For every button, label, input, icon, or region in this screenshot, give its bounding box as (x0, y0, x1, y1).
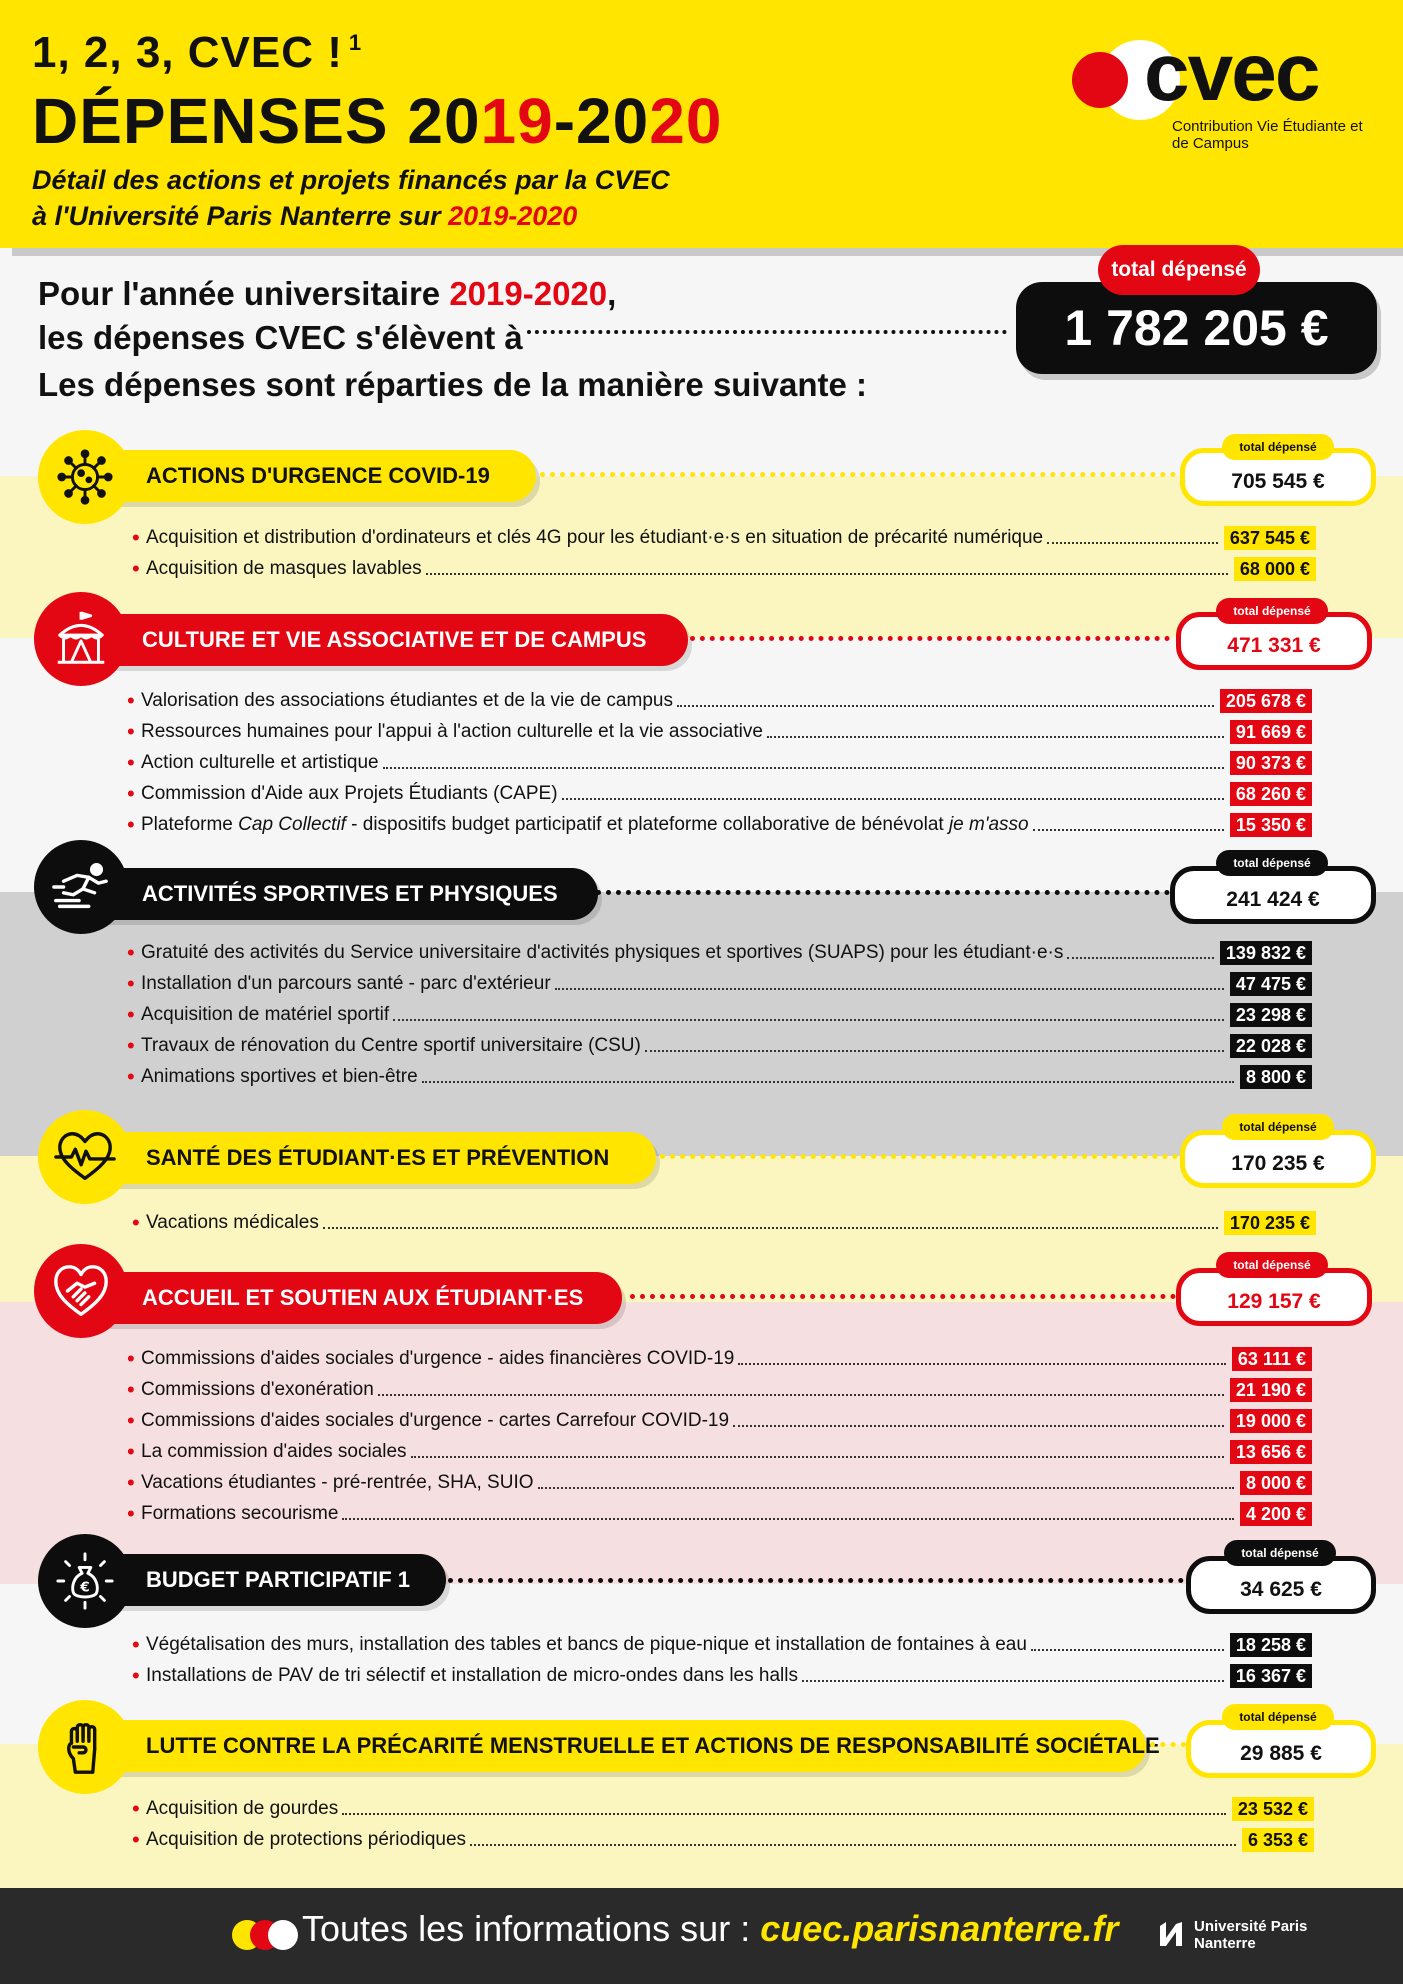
list-item: • Acquisition de protections périodiques 6 353 € (132, 1824, 1314, 1855)
section-items (132, 1207, 1316, 1238)
page-subtitle: 1, 2, 3, CVEC ! $^1$ (32, 28, 363, 77)
item-amount: 13 656 € (1230, 1440, 1312, 1464)
list-item: • Vacations médicales 170 235 € (132, 1207, 1316, 1238)
logo-tagline: Contribution Vie Étudiante et de Campus (1172, 118, 1363, 152)
item-amount: 91 669 € (1230, 720, 1312, 744)
item-amount: 47 475 € (1230, 972, 1312, 996)
item-amount: 637 545 € (1224, 526, 1316, 550)
section-title: LUTTE CONTRE LA PRÉCARITÉ MENSTRUELLE ET ACTIONS DE RESPONSABILITÉ SOCIÉTALE (60, 1720, 1146, 1772)
item-amount: 68 000 € (1234, 557, 1316, 581)
item-amount: 22 028 € (1230, 1034, 1312, 1058)
heart-handshake-icon (34, 1244, 128, 1338)
section-items (127, 685, 1312, 840)
virus-icon (38, 430, 132, 524)
header (0, 0, 1403, 248)
list-item: • Commission d'Aide aux Projets Étudiants (CAPE) 68 260 € (127, 778, 1312, 809)
section-title: ACTIVITÉS SPORTIVES ET PHYSIQUES (56, 868, 598, 920)
section-total: 129 157 € (1176, 1268, 1372, 1326)
footer-text: Toutes les informations sur : cuec.parisnanterre.fr (302, 1908, 1119, 1949)
section-items (132, 522, 1316, 584)
section-total-label: total dépensé (1222, 1704, 1334, 1730)
list-item: • Travaux de rénovation du Centre sportif universitaire (CSU) 22 028 € (127, 1030, 1312, 1061)
list-item: • Commissions d'exonération 21 190 € (127, 1374, 1312, 1405)
item-amount: 4 200 € (1240, 1502, 1312, 1526)
section-title: ACCUEIL ET SOUTIEN AUX ÉTUDIANT·ES (56, 1272, 622, 1324)
cvec-logo: cvec Contribution Vie Étudiante et de Campus (1068, 40, 1368, 160)
runner-icon (34, 840, 128, 934)
section-items (132, 1793, 1314, 1855)
section-total: 471 331 € (1176, 612, 1372, 670)
section-leader (448, 1578, 1184, 1583)
section-leader (596, 890, 1170, 895)
section-total-label: total dépensé (1216, 1252, 1328, 1278)
section-leader (540, 472, 1176, 477)
list-item: • Action culturelle et artistique 90 373 € (127, 747, 1312, 778)
list-item: • Formations secourisme 4 200 € (127, 1498, 1312, 1529)
section-title: SANTÉ DES ÉTUDIANT·ES ET PRÉVENTION (60, 1132, 656, 1184)
grand-total-label: total dépensé (1098, 245, 1260, 295)
section-total: 170 235 € (1180, 1130, 1376, 1188)
circus-tent-icon (34, 592, 128, 686)
list-item: • Ressources humaines pour l'appui à l'action culturelle et la vie associative 91 669 € (127, 716, 1312, 747)
item-amount: 16 367 € (1230, 1664, 1312, 1688)
section-total: 29 885 € (1186, 1720, 1376, 1778)
svg-text:€: € (80, 1579, 90, 1596)
footer (0, 1888, 1403, 1984)
section-total: 705 545 € (1180, 448, 1376, 506)
footer-link[interactable]: cuec.parisnanterre.fr (760, 1908, 1119, 1949)
intro-leader (527, 330, 1007, 334)
raised-fist-icon (38, 1700, 132, 1794)
list-item: • Installation d'un parcours santé - parc d'extérieur 47 475 € (127, 968, 1312, 999)
section-total-label: total dépensé (1216, 598, 1328, 624)
section-title: CULTURE ET VIE ASSOCIATIVE ET DE CAMPUS (56, 614, 688, 666)
list-item: • Acquisition de matériel sportif 23 298 € (127, 999, 1312, 1030)
item-amount: 8 000 € (1240, 1471, 1312, 1495)
section-total: 241 424 € (1170, 866, 1376, 924)
section-total-label: total dépensé (1222, 1114, 1334, 1140)
heartbeat-icon (38, 1110, 132, 1204)
money-bag-icon (38, 1534, 132, 1628)
list-item: • Commissions d'aides sociales d'urgence - aides financières COVID-19 63 111 € (127, 1343, 1312, 1374)
section-leader (1150, 1742, 1186, 1747)
list-item: • Valorisation des associations étudiantes et de la vie de campus 205 678 € (127, 685, 1312, 716)
list-item: • Vacations étudiantes - pré-rentrée, SHA, SUIO 8 000 € (127, 1467, 1312, 1498)
section-leader (630, 1294, 1176, 1299)
list-item: • La commission d'aides sociales 13 656 € (127, 1436, 1312, 1467)
section-leader (690, 636, 1170, 641)
item-amount: 23 532 € (1232, 1797, 1314, 1821)
item-amount: 8 800 € (1240, 1065, 1312, 1089)
item-amount: 19 000 € (1230, 1409, 1312, 1433)
intro-text: Pour l'année universitaire 2019-2020, les dépenses CVEC s'élèvent à (38, 275, 617, 356)
section-total-label: total dépensé (1216, 850, 1328, 876)
item-amount: 139 832 € (1220, 941, 1312, 965)
section-items (127, 937, 1312, 1092)
list-item: • Installations de PAV de tri sélectif et installation de micro-ondes dans les halls 16 367 € (132, 1660, 1312, 1691)
list-item: • Animations sportives et bien-être 8 800 € (127, 1061, 1312, 1092)
section-title: BUDGET PARTICIPATIF 1 (60, 1554, 446, 1606)
section-total: 34 625 € (1186, 1556, 1376, 1614)
list-item: • Commissions d'aides sociales d'urgence - cartes Carrefour COVID-19 19 000 € (127, 1405, 1312, 1436)
item-amount: 21 190 € (1230, 1378, 1312, 1402)
list-item: • Végétalisation des murs, installation des tables et bancs de pique-nique et installation de fontaines à eau 18 258 € (132, 1629, 1312, 1660)
item-amount: 23 298 € (1230, 1003, 1312, 1027)
university-mark-icon (1158, 1920, 1184, 1948)
list-item: • Gratuité des activités du Service universitaire d'activités physiques et sportives (SUAPS) pour les étudiant·e·s 139 832 € (127, 937, 1312, 968)
item-amount: 170 235 € (1224, 1211, 1316, 1235)
grand-total-value: 1 782 205 € (1016, 282, 1377, 374)
section-leader (660, 1154, 1178, 1159)
list-item: • Acquisition de masques lavables 68 000 € (132, 553, 1316, 584)
item-amount: 68 260 € (1230, 782, 1312, 806)
footnote-marker: 1 (348, 30, 363, 55)
item-amount: 63 111 € (1232, 1347, 1312, 1371)
section-total-label: total dépensé (1222, 434, 1334, 460)
item-amount: 18 258 € (1230, 1633, 1312, 1657)
section-total-label: total dépensé (1224, 1540, 1336, 1566)
section-items (132, 1629, 1312, 1691)
cvec-dots-icon (232, 1920, 304, 1950)
split-text: Les dépenses sont réparties de la manière suivante : (38, 366, 867, 403)
item-amount: 205 678 € (1220, 689, 1312, 713)
page-description: Détail des actions et projets financés par la CVEC à l'Université Paris Nanterre sur 2019-2020 (32, 165, 670, 231)
list-item: • Acquisition de gourdes 23 532 € (132, 1793, 1314, 1824)
list-item: • Plateforme Cap Collectif - dispositifs budget participatif et plateforme collaborative de bénévolat je m'asso 15 350 € (127, 809, 1312, 840)
section-title: ACTIONS D'URGENCE COVID-19 (60, 450, 536, 502)
list-item: • Acquisition et distribution d'ordinateurs et clés 4G pour les étudiant·e·s en situation de précarité numérique 637 545 € (132, 522, 1316, 553)
university-logo: Université Paris Nanterre (1158, 1916, 1318, 1960)
item-amount: 15 350 € (1230, 813, 1312, 837)
section-items (127, 1343, 1312, 1529)
item-amount: 90 373 € (1230, 751, 1312, 775)
item-amount: 6 353 € (1242, 1828, 1314, 1852)
page-title: DÉPENSES 2019-2020 (32, 85, 723, 157)
